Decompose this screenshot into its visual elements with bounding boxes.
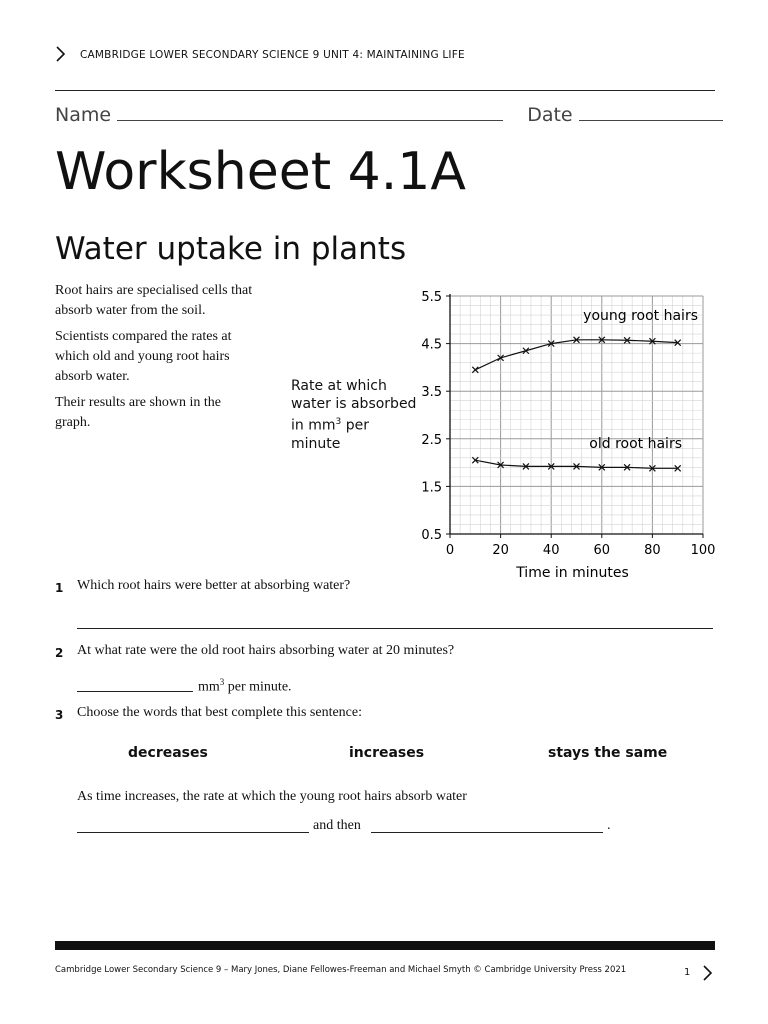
question-1-answer-line[interactable]: [77, 628, 713, 629]
ylabel-line-1: Rate at which: [291, 378, 387, 394]
ylabel-line-3: in mm: [291, 417, 336, 434]
chart-xlabel: Time in minutes: [516, 565, 629, 581]
x-tick-label: 100: [690, 543, 716, 558]
ylabel-line-2: water is absorbed: [291, 396, 417, 412]
question-2-unit: $mm^3$ per minute.: [198, 677, 292, 695]
page-number: 1: [684, 967, 691, 978]
choice-decreases[interactable]: decreases: [128, 745, 208, 761]
question-3-end: .: [607, 818, 611, 833]
choice-stays-the-same[interactable]: stays the same: [548, 745, 668, 761]
name-label: Name: [55, 104, 112, 126]
intro-paragraph-3: Their results are shown in the graph.: [55, 395, 222, 430]
intro-paragraph-1: Root hairs are specialised cells that absorb water from the soil.: [55, 283, 253, 318]
y-tick-label: 0.5: [421, 528, 442, 543]
x-tick-label: 60: [593, 543, 611, 558]
y-tick-label: 5.5: [421, 290, 442, 305]
date-label: Date: [527, 104, 573, 126]
x-tick-label: 80: [644, 543, 661, 558]
ylabel-line-4: per: [345, 417, 369, 434]
header-divider: [55, 90, 715, 91]
question-3-and-then: and then: [313, 818, 361, 833]
course-header: CAMBRIDGE LOWER SECONDARY SCIENCE 9 UNIT 4: MAINTAINING LIFE: [80, 49, 465, 61]
name-date-row: [55, 104, 723, 126]
next-page-chevron-icon[interactable]: [700, 963, 714, 983]
ylabel-line-5: minute: [291, 435, 341, 452]
question-3-number: 3: [55, 708, 64, 722]
question-1-text: Which root hairs were better at absorbing water?: [77, 578, 351, 593]
y-tick-label: 2.5: [421, 432, 442, 448]
question-2-text: At what rate were the old root hairs absorbing water at 20 minutes?: [77, 643, 455, 658]
name-field[interactable]: [117, 104, 503, 121]
y-tick-label: 1.5: [421, 480, 442, 496]
page-title: Worksheet 4.1A: [55, 142, 466, 202]
series-label: old root hairs: [589, 436, 682, 452]
water-uptake-chart: [280, 280, 720, 590]
footer-bar: [55, 941, 715, 950]
question-2-number: 2: [55, 646, 64, 660]
date-field[interactable]: [579, 104, 723, 121]
footer-credit: Cambridge Lower Secondary Science 9 – Mary Jones, Diane Fellowes-Freeman and Michael Smyth © Cambridge University Press 2021: [55, 965, 627, 975]
question-3-answer-line-1[interactable]: [77, 832, 309, 833]
question-3-text: Choose the words that best complete this sentence:: [77, 705, 362, 720]
ylabel-sup: 3: [335, 417, 342, 427]
x-tick-label: 0: [445, 543, 455, 558]
question-3-sentence: As time increases, the rate at which the young root hairs absorb water: [77, 789, 467, 804]
series-label: young root hairs: [583, 308, 698, 324]
y-tick-label: 3.5: [421, 385, 442, 401]
question-1-number: 1: [55, 581, 64, 595]
question-3-answer-line-2[interactable]: [371, 832, 603, 833]
x-tick-label: 20: [492, 543, 509, 558]
choice-increases[interactable]: increases: [349, 745, 425, 761]
series-line: [475, 340, 677, 370]
y-tick-label: 4.5: [421, 337, 442, 353]
x-tick-label: 40: [542, 543, 560, 558]
intro-paragraph-2: Scientists compared the rates at which old and young root hairs absorb water.: [55, 329, 232, 384]
page-subtitle: Water uptake in plants: [55, 231, 407, 267]
question-2-answer-line[interactable]: [77, 691, 193, 692]
chevron-right-icon: [52, 44, 68, 64]
